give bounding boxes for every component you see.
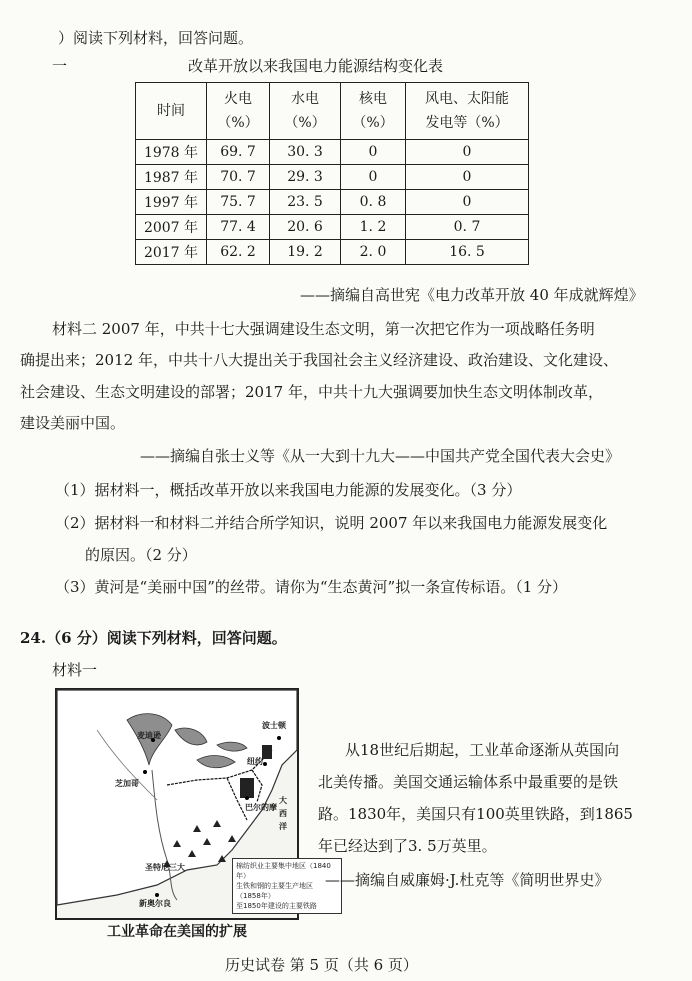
cell: 2. 0 bbox=[341, 240, 406, 265]
sub-question-1: （1）据材料一，概括改革开放以来我国电力能源的发展变化。（3 分） bbox=[55, 481, 522, 499]
cell: 69. 7 bbox=[207, 140, 270, 165]
cell: 0 bbox=[406, 140, 529, 165]
cell: 19. 2 bbox=[270, 240, 341, 265]
sub-question-3: （3）黄河是“美丽中国”的丝带。请你为“生态黄河”拟一条宣传标语。（1 分） bbox=[55, 578, 568, 596]
cell: 1. 2 bbox=[341, 215, 406, 240]
cell: 30. 3 bbox=[270, 140, 341, 165]
header-hydro: 水电 （%） bbox=[270, 83, 341, 140]
label-chicago: 芝加哥 bbox=[115, 779, 139, 788]
table-title: 改革开放以来我国电力能源结构变化表 bbox=[188, 57, 444, 75]
map-caption: 工业革命在美国的扩展 bbox=[107, 924, 247, 940]
cell: 62. 2 bbox=[207, 240, 270, 265]
cell: 75. 7 bbox=[207, 190, 270, 215]
legend-item-cotton: 棉纺织业主要集中地区（1840年） bbox=[236, 862, 331, 880]
cell: 20. 6 bbox=[270, 215, 341, 240]
cell: 0 bbox=[406, 165, 529, 190]
legend-item-iron-steel-year: （1858年） bbox=[236, 892, 275, 900]
legend-item-railway: 至1850年建设的主要铁路 bbox=[236, 902, 317, 910]
header-wind-solar: 风电、太阳能 发电等（%） bbox=[406, 83, 529, 140]
cell: 16. 5 bbox=[406, 240, 529, 265]
cell: 2017 年 bbox=[136, 240, 207, 265]
electricity-structure-table bbox=[135, 82, 529, 265]
source-citation-1: ——摘编自高世宪《电力改革开放 40 年成就辉煌》 bbox=[300, 286, 644, 304]
q24-text-line: 北美传播。美国交通运输体系中最重要的是铁 bbox=[318, 773, 619, 791]
material-2-line: 确提出来；2012 年，中共十八大提出关于我国社会主义经济建设、政治建设、文化建设、 bbox=[20, 351, 618, 369]
question-24-header: 24.（6 分）阅读下列材料，回答问题。 bbox=[20, 629, 287, 647]
table-row bbox=[136, 240, 529, 265]
label-san-antonio: 圣特尼三大 bbox=[145, 863, 185, 872]
label-atlantic-2: 西 bbox=[279, 809, 287, 818]
q24-text-line: 路。1830年，美国只有100英里铁路，到1865 bbox=[318, 805, 633, 823]
label-madison: 麦迪逊 bbox=[137, 731, 161, 740]
cell: 2007 年 bbox=[136, 215, 207, 240]
source-citation-2: ——摘编自张士义等《从一大到十九大——中国共产党全国代表大会史》 bbox=[140, 447, 621, 465]
us-industrial-map bbox=[55, 688, 331, 920]
sub-question-2: （2）据材料一和材料二并结合所学知识，说明 2007 年以来我国电力能源发展变化 bbox=[55, 514, 608, 532]
sub-question-2-cont: 的原因。（2 分） bbox=[85, 546, 197, 564]
table-row bbox=[136, 190, 529, 215]
question-23-header: ）阅读下列材料，回答问题。 bbox=[58, 29, 254, 47]
cell: 23. 5 bbox=[270, 190, 341, 215]
cell: 1987 年 bbox=[136, 165, 207, 190]
table-row bbox=[136, 140, 529, 165]
cell: 1997 年 bbox=[136, 190, 207, 215]
label-baltimore: 巴尔的摩 bbox=[245, 803, 277, 812]
header-nuclear: 核电 （%） bbox=[341, 83, 406, 140]
cell: 0 bbox=[406, 190, 529, 215]
cell: 77. 4 bbox=[207, 215, 270, 240]
material-2-line: 建设美丽中国。 bbox=[20, 414, 126, 432]
material-2-line: 材料二 2007 年，中共十七大强调建设生态文明，第一次把它作为一项战略任务明 bbox=[52, 320, 595, 338]
table-row bbox=[136, 165, 529, 190]
q24-material-label: 材料一 bbox=[52, 661, 98, 679]
label-new-orleans: 新奥尔良 bbox=[139, 899, 171, 908]
header-time: 时间 bbox=[136, 83, 207, 140]
cell: 0 bbox=[341, 165, 406, 190]
cell: 0 bbox=[341, 140, 406, 165]
page-footer: 历史试卷 第 5 页（共 6 页） bbox=[225, 956, 418, 974]
q24-text-line: 年已经达到了3. 5万英里。 bbox=[318, 837, 497, 855]
q24-text-line: 从18世纪后期起，工业革命逐渐从英国向 bbox=[345, 741, 620, 759]
label-atlantic-1: 大 bbox=[279, 796, 287, 805]
cell: 1978 年 bbox=[136, 140, 207, 165]
label-atlantic-3: 洋 bbox=[279, 822, 287, 831]
cell: 29. 3 bbox=[270, 165, 341, 190]
material-1-label: 一 bbox=[52, 57, 68, 75]
table-row bbox=[136, 215, 529, 240]
legend-item-iron-steel: 生铁和钢的主要生产地区 bbox=[236, 882, 313, 890]
cell: 70. 7 bbox=[207, 165, 270, 190]
material-2-line: 社会建设、生态文明建设的部署；2017 年，中共十九大强调要加快生态文明体制改革， bbox=[20, 383, 603, 401]
source-citation-3: ——摘编自威廉姆·J.杜克等《简明世界史》 bbox=[325, 871, 610, 889]
label-new-york: 纽约 bbox=[247, 757, 263, 766]
cell: 0. 7 bbox=[406, 215, 529, 240]
table-header-row bbox=[136, 83, 529, 140]
header-thermal: 火电 （%） bbox=[207, 83, 270, 140]
cell: 0. 8 bbox=[341, 190, 406, 215]
label-boston: 波士顿 bbox=[262, 721, 286, 730]
